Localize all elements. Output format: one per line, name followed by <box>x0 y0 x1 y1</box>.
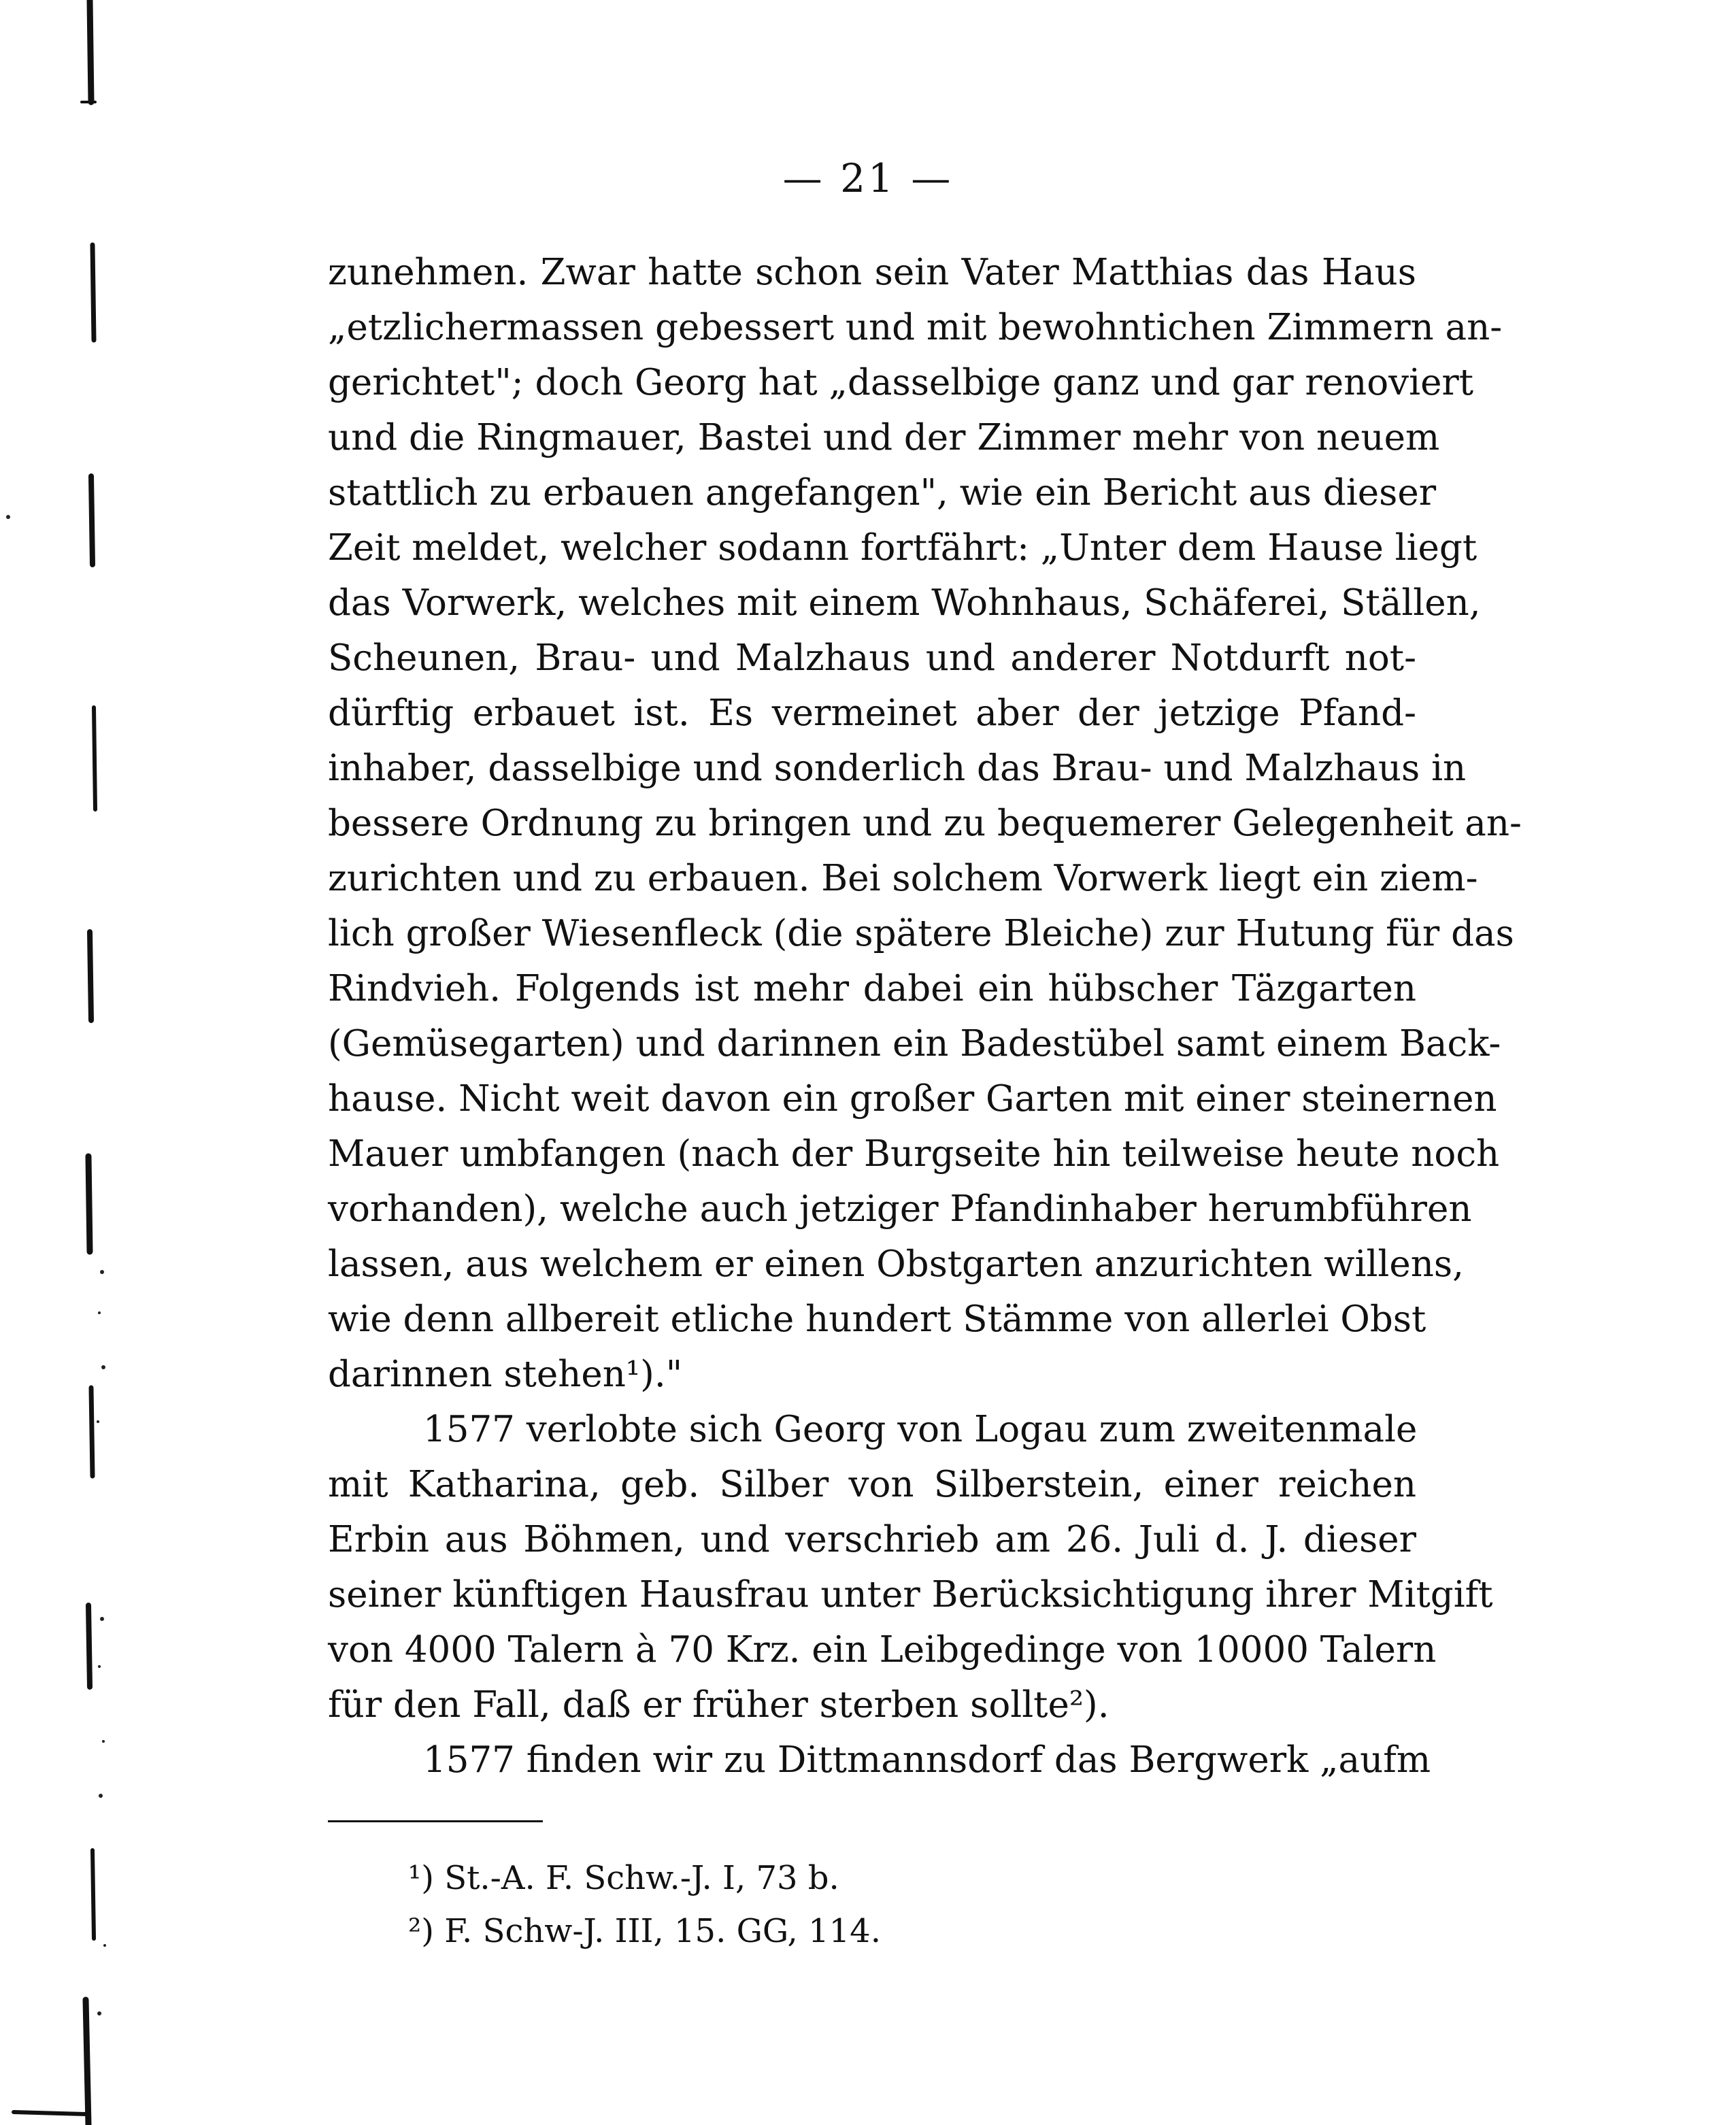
text-line: darinnen stehen¹)." <box>328 1354 683 1395</box>
binding-edge-marks <box>0 0 122 2125</box>
text-line: lassen, aus welchem er einen Obstgarten anzurichten willens, <box>328 1243 1464 1285</box>
footnotes <box>408 1852 881 1958</box>
text-line: gerichtet"; doch Georg hat „dasselbige ganz und gar renoviert <box>328 362 1474 403</box>
footnote-2: ²) F. Schw-J. III, 15. GG, 114. <box>408 1912 881 1950</box>
footnote-divider <box>328 1820 543 1822</box>
text-line: inhaber, dasselbige und sonderlich das Brau- und Malzhaus in <box>328 748 1467 789</box>
text-line: dürftig erbauet ist. Es vermeinet aber der jetzige Pfand- <box>328 692 1416 734</box>
text-line: mit Katharina, geb. Silber von Silberstein, einer reichen <box>328 1464 1416 1505</box>
text-line: 1577 verlobte sich Georg von Logau zum zweitenmale <box>423 1409 1418 1450</box>
text-line: bessere Ordnung zu bringen und zu bequemerer Gelegenheit an- <box>328 803 1522 844</box>
text-line: das Vorwerk, welches mit einem Wohnhaus, Schäferei, Ställen, <box>328 582 1481 624</box>
text-line: vorhanden), welche auch jetziger Pfandinhaber herumbführen <box>328 1188 1472 1230</box>
text-line: „etzlichermassen gebessert und mit bewohntichen Zimmern an- <box>328 307 1503 348</box>
text-line: Mauer umbfangen (nach der Burgseite hin teilweise heute noch <box>328 1133 1500 1175</box>
body-text <box>328 245 1522 1788</box>
text-line: Erbin aus Böhmen, und verschrieb am 26. Juli d. J. dieser <box>328 1519 1416 1560</box>
text-line: Scheunen, Brau- und Malzhaus und anderer Notdurft not- <box>328 637 1416 679</box>
text-line: Rindvieh. Folgends ist mehr dabei ein hübscher Täzgarten <box>328 968 1416 1009</box>
page-number: — 21 — <box>782 155 954 201</box>
text-line: von 4000 Talern à 70 Krz. ein Leibgedinge von 10000 Talern <box>328 1629 1437 1671</box>
text-line: Zeit meldet, welcher sodann fortfährt: „Unter dem Hause liegt <box>328 527 1478 569</box>
text-line: zurichten und zu erbauen. Bei solchem Vorwerk liegt ein ziem- <box>328 858 1478 899</box>
footnote-1: ¹) St.-A. F. Schw.-J. I, 73 b. <box>408 1859 839 1897</box>
text-line: 1577 finden wir zu Dittmannsdorf das Bergwerk „aufm <box>423 1739 1431 1781</box>
text-line: stattlich zu erbauen angefangen", wie ein Bericht aus dieser <box>328 472 1437 514</box>
text-line: für den Fall, daß er früher sterben sollte²). <box>328 1684 1109 1726</box>
text-line: seiner künftigen Hausfrau unter Berücksichtigung ihrer Mitgift <box>328 1574 1493 1616</box>
text-line: hause. Nicht weit davon ein großer Garten mit einer steinernen <box>328 1078 1497 1120</box>
text-line: (Gemüsegarten) und darinnen ein Badestübel samt einem Back- <box>328 1023 1501 1065</box>
text-line: und die Ringmauer, Bastei und der Zimmer mehr von neuem <box>328 417 1440 458</box>
text-line: wie denn allbereit etliche hundert Stämme von allerlei Obst <box>328 1299 1426 1340</box>
text-line: lich großer Wiesenfleck (die spätere Bleiche) zur Hutung für das <box>328 913 1514 954</box>
text-line: zunehmen. Zwar hatte schon sein Vater Matthias das Haus <box>328 252 1416 293</box>
